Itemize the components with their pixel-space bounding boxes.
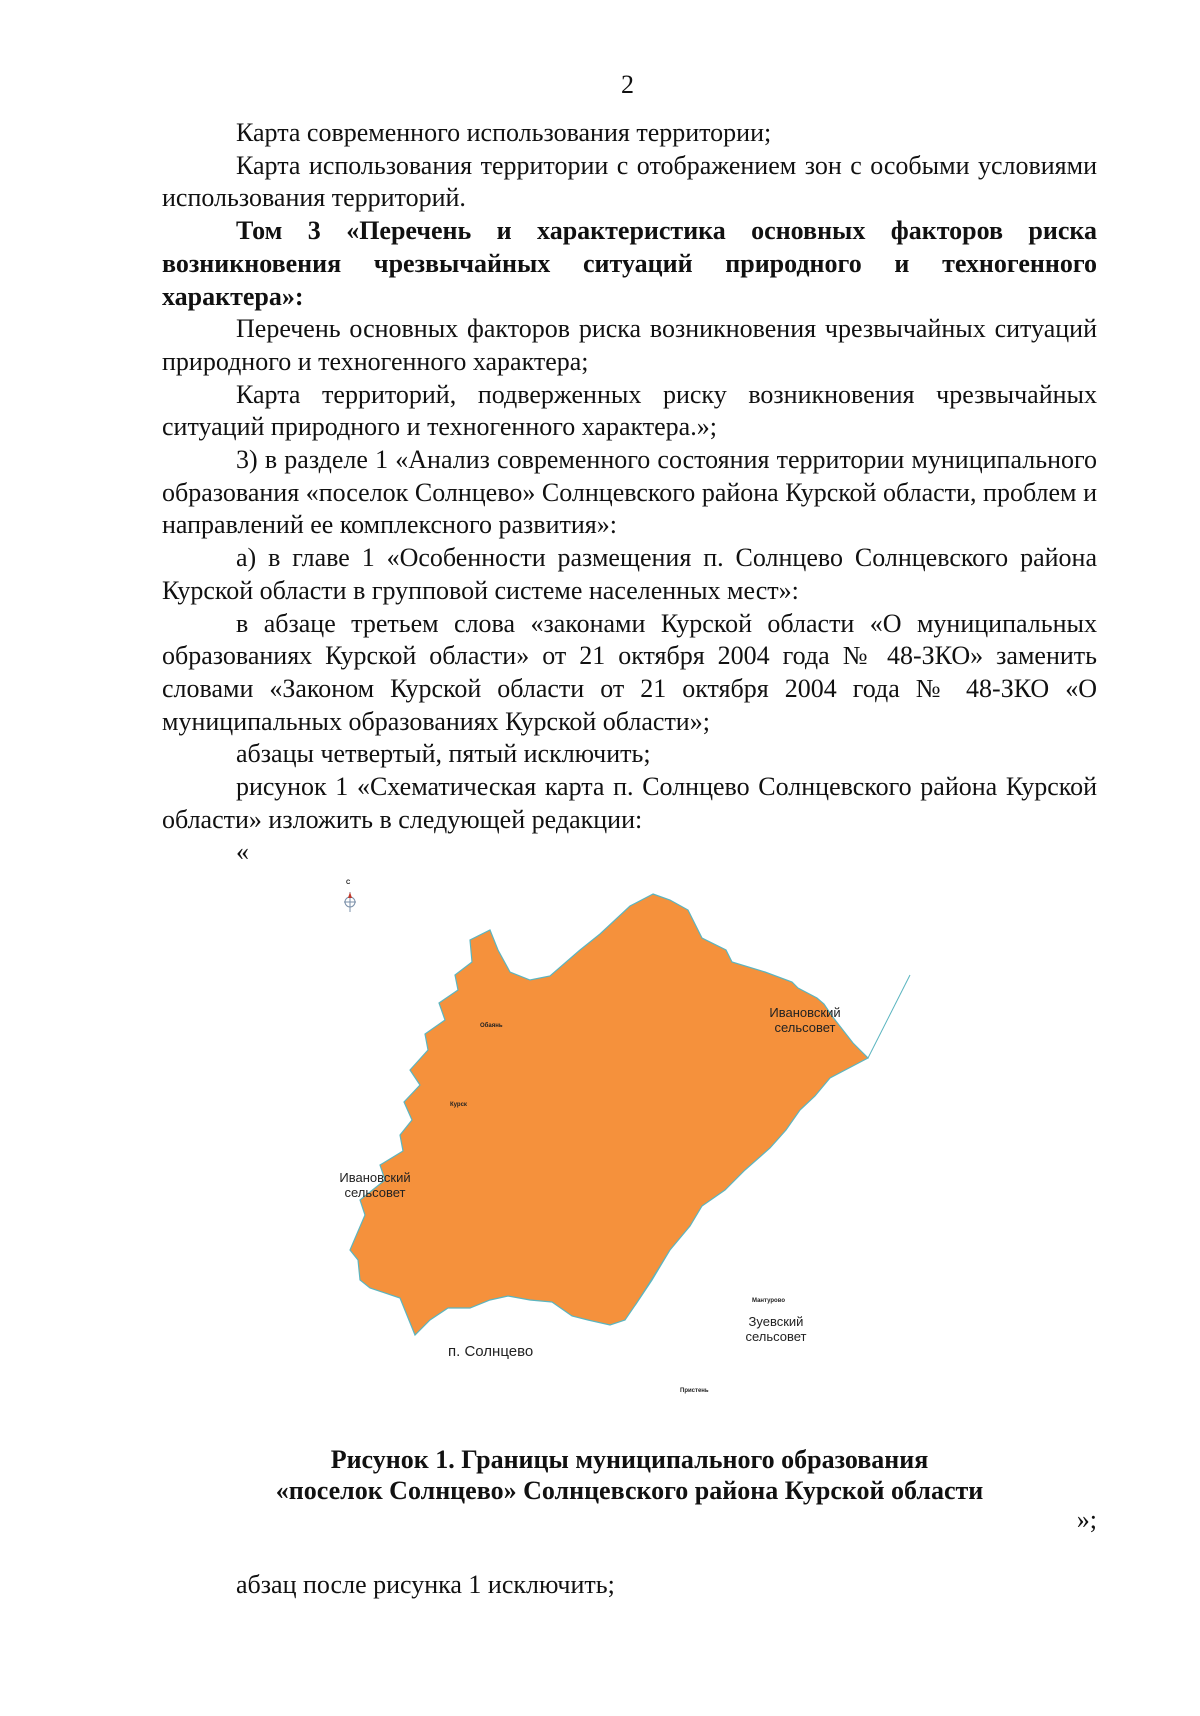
figure-caption: [162, 1444, 1097, 1506]
map-label-pristen: Пристень: [680, 1388, 709, 1394]
paragraph: Перечень основных факторов риска возникновения чрезвычайных ситуаций природного и техногенного характера;: [162, 314, 1097, 376]
compass-letter: С: [346, 880, 351, 886]
paragraph: а) в главе 1 «Особенности размещения п. Солнцево Солнцевского района Курской области в групповой системе населенных мест»:: [162, 543, 1097, 605]
paragraph: Карта современного использования территории;: [236, 118, 772, 147]
map-label-solntsevo: п. Солнцево: [448, 1343, 534, 1360]
paragraph: Карта территорий, подверженных риску возникновения чрезвычайных ситуаций природного и техногенного характера.»;: [162, 379, 1097, 442]
map-label-manturovo: Мантурово: [752, 1298, 785, 1304]
last-paragraph: абзац после рисунка 1 исключить;: [236, 1570, 615, 1599]
paragraph: в абзаце третьем слова «законами Курской области «О муниципальных образованиях Курской области» от 21 октября 2004 года № 48-ЗКО» заменить словами «Законом Курской области от 21 октября 2004 года № 48-ЗКО «О муниципальных образованиях Курской области»;: [162, 608, 1097, 736]
border-line: [868, 975, 910, 1058]
paragraph: рисунок 1 «Схематическая карта п. Солнцево Солнцевского района Курской области» изложить в следующей редакции:: [162, 772, 1097, 834]
body-text: [162, 117, 1097, 869]
north-arrow-icon: [348, 892, 352, 898]
caption-line-2: «поселок Солнцево» Солнцевского района Курской области: [275, 1476, 984, 1505]
map-label-zuevsky: Зуевский сельсовет: [745, 1314, 807, 1344]
map-label-ivanovsky-w: Ивановский сельсовет: [339, 1170, 411, 1200]
paragraph: абзацы четвертый, пятый исключить;: [236, 739, 651, 769]
closing-quote: »;: [1076, 1505, 1097, 1534]
page-number: 2: [621, 70, 634, 99]
opening-quote: «: [236, 837, 249, 867]
map-label-obukhov: Обаянь: [480, 1023, 503, 1029]
paragraph: 3) в разделе 1 «Анализ современного состояния территории муниципального образования «поселок Солнцево» Солнцевского района Курской области, проблем и направлений ее комплексного развития»:: [162, 445, 1097, 540]
territory-map-graphic: [340, 880, 940, 1440]
territory-polygon: [350, 894, 868, 1335]
territory-map: [340, 880, 940, 1440]
paragraph-heading: Том 3 «Перечень и характеристика основных факторов риска возникновения чрезвычайных ситуаций природного и техногенного характера»:: [162, 216, 1097, 311]
map-label-ivanovsky-ne: Ивановский сельсовет: [769, 1005, 841, 1035]
caption-line-1: Рисунок 1. Границы муниципального образования: [330, 1445, 929, 1474]
paragraph: Карта использования территории с отображением зон с особыми условиями использования территорий.: [162, 150, 1097, 213]
map-label-kursk: Курск: [450, 1102, 467, 1108]
